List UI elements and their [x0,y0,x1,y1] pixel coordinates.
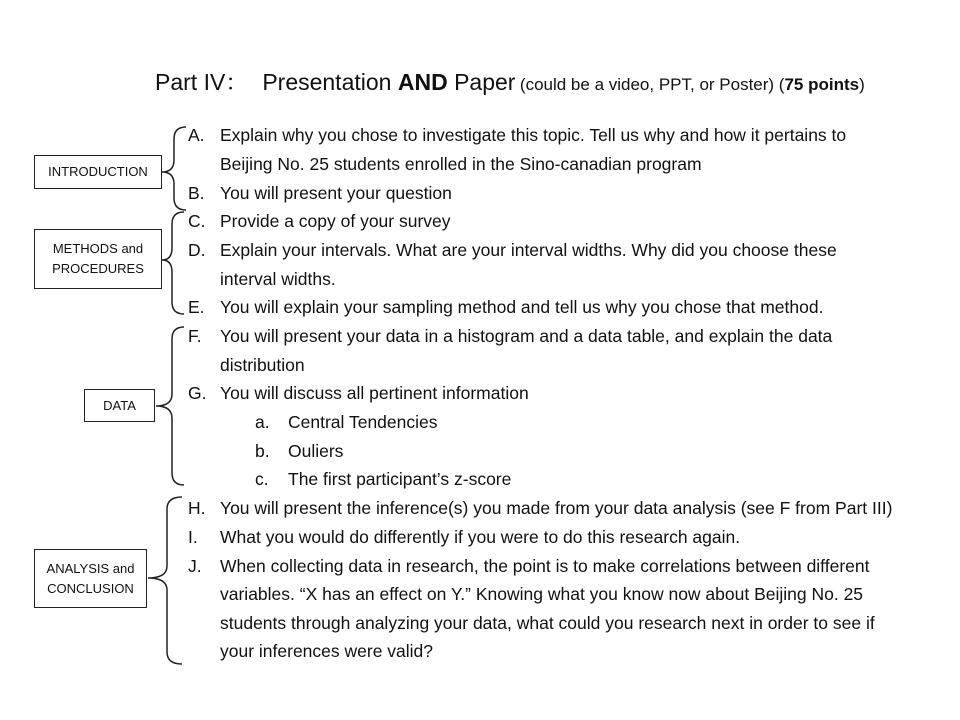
sub-item-letter: a. [255,412,270,432]
item-text: Explain why you chose to investigate this topic. Tell us why and how it pertains to [220,125,847,145]
section-label: DATA [103,397,136,413]
item-letter: J. [188,556,202,576]
section-label: INTRODUCTION [48,164,148,179]
item-text: interval widths. [220,269,336,289]
brace-analysis [148,497,182,664]
item-letter: G. [188,383,207,403]
item-text: When collecting data in research, the point is to make correlations between different [220,556,870,576]
item-text: What you would do differently if you were to do this research again. [220,527,741,547]
item-letter: D. [188,240,206,260]
section-label: PROCEDURES [52,261,144,276]
item-letter: H. [188,498,206,518]
sub-item-text: Central Tendencies [288,412,438,432]
item-text: You will present the inference(s) you made from your data analysis (see F from Part III) [220,498,893,518]
item-letter: A. [188,125,205,145]
title-post: Paper [447,69,516,95]
item-letter: F. [188,326,202,346]
sub-item-letter: c. [255,469,269,489]
brace-introduction [162,127,186,210]
sub-item-text: The first participant’s z-score [288,469,512,489]
item-text: You will explain your sampling method and tell us why you chose that method. [220,297,824,317]
brace-data [156,327,184,485]
title-note-open: (could be a video, PPT, or Poster) ( [519,75,785,94]
section-label: ANALYSIS and [46,560,135,576]
section-label: CONCLUSION [47,580,134,596]
item-text: variables. “X has an effect on Y.” Knowing what you know now about Beijing No. 25 [220,584,864,604]
title-part: Part IV： [155,69,249,95]
item-letter: E. [188,297,205,317]
item-letter: I. [188,527,198,547]
item-text: You will discuss all pertinent information [220,383,529,403]
item-text: You will present your data in a histogram and a data table, and explain the data [220,326,833,346]
item-text: students through analyzing your data, what could you research next in order to see if [220,613,875,633]
item-text: your inferences were valid? [220,641,434,661]
item-letter: B. [188,183,205,203]
title-and: AND [397,69,448,95]
title-pre: Presentation [262,69,398,95]
sub-item-text: Ouliers [288,441,344,461]
item-text: distribution [220,355,305,375]
title-points: 75 points [784,75,860,94]
brace-methods [162,212,184,314]
item-text: Explain your intervals. What are your interval widths. Why did you choose these [220,240,837,260]
title-note-close: ) [859,75,865,94]
item-text: You will present your question [220,183,452,203]
section-label: METHODS and [52,241,144,256]
item-text: Beijing No. 25 students enrolled in the Sino-canadian program [220,154,702,174]
item-letter: C. [188,211,206,231]
sub-item-letter: b. [255,441,270,461]
item-text: Provide a copy of your survey [220,211,451,231]
